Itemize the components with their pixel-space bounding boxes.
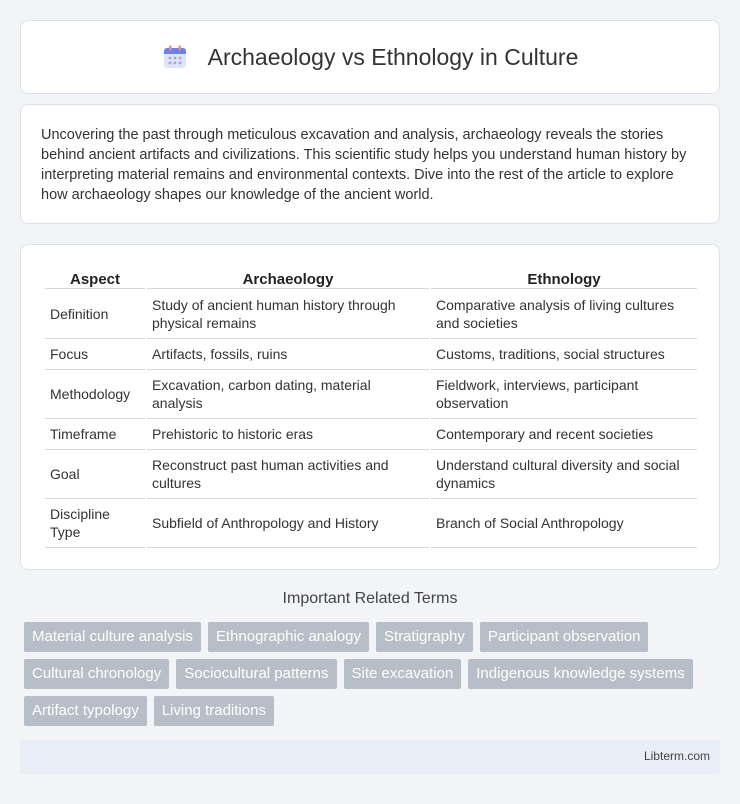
related-term-tag[interactable]: Artifact typology xyxy=(24,696,147,726)
table-row xyxy=(45,370,697,419)
archaeology-cell: Excavation, carbon dating, material analysis xyxy=(147,370,429,419)
column-header: Archaeology xyxy=(147,265,429,289)
calendar-icon xyxy=(162,44,188,70)
footer-site-link[interactable]: Libterm.com xyxy=(643,749,710,763)
intro-card xyxy=(20,104,720,224)
table-row xyxy=(45,450,697,499)
ethnology-cell: Customs, traditions, social structures xyxy=(431,339,697,370)
archaeology-cell: Artifacts, fossils, ruins xyxy=(147,339,429,370)
aspect-cell: Timeframe xyxy=(45,419,145,450)
ethnology-cell: Fieldwork, interviews, participant observation xyxy=(431,370,697,419)
footer xyxy=(20,740,720,774)
table-row xyxy=(45,339,697,370)
related-term-tag[interactable]: Site excavation xyxy=(344,659,462,689)
related-terms-heading: Important Related Terms xyxy=(282,590,458,607)
aspect-cell: Goal xyxy=(45,450,145,499)
ethnology-cell: Branch of Social Anthropology xyxy=(431,499,697,548)
table-row xyxy=(45,419,697,450)
aspect-cell: Focus xyxy=(45,339,145,370)
related-term-tag[interactable]: Sociocultural patterns xyxy=(176,659,336,689)
header xyxy=(21,21,719,93)
related-term-tag[interactable]: Cultural chronology xyxy=(24,659,169,689)
table-row xyxy=(45,289,697,339)
aspect-cell: Methodology xyxy=(45,370,145,419)
archaeology-cell: Study of ancient human history through physical remains xyxy=(147,289,429,339)
table-header-row xyxy=(45,265,697,289)
related-term-tag[interactable]: Stratigraphy xyxy=(376,622,473,652)
archaeology-cell: Subfield of Anthropology and History xyxy=(147,499,429,548)
archaeology-cell: Reconstruct past human activities and cultures xyxy=(147,450,429,499)
ethnology-cell: Understand cultural diversity and social dynamics xyxy=(431,450,697,499)
related-terms-list xyxy=(24,622,704,726)
aspect-cell: Definition xyxy=(45,289,145,339)
intro-paragraph: Uncovering the past through meticulous excavation and analysis, archaeology reveals the stories behind ancient artifacts and civilizations. This scientific study helps you understand human history by interpreting material remains and environmental contexts. Dive into the rest of the article to explore how archaeology shapes our knowledge of the ancient world. xyxy=(41,127,687,203)
column-header: Ethnology xyxy=(431,265,697,289)
aspect-cell: Discipline Type xyxy=(45,499,145,548)
related-term-tag[interactable]: Living traditions xyxy=(154,696,274,726)
related-term-tag[interactable]: Indigenous knowledge systems xyxy=(468,659,692,689)
header-card xyxy=(20,20,720,94)
ethnology-cell: Contemporary and recent societies xyxy=(431,419,697,450)
related-term-tag[interactable]: Material culture analysis xyxy=(24,622,201,652)
related-term-tag[interactable]: Ethnographic analogy xyxy=(208,622,369,652)
comparison-card xyxy=(20,244,720,570)
column-header: Aspect xyxy=(45,265,145,289)
ethnology-cell: Comparative analysis of living cultures and societies xyxy=(431,289,697,339)
table-row xyxy=(45,499,697,548)
archaeology-cell: Prehistoric to historic eras xyxy=(147,419,429,450)
comparison-table xyxy=(43,265,699,548)
related-term-tag[interactable]: Participant observation xyxy=(480,622,649,652)
page-title: Archaeology vs Ethnology in Culture xyxy=(207,43,579,70)
